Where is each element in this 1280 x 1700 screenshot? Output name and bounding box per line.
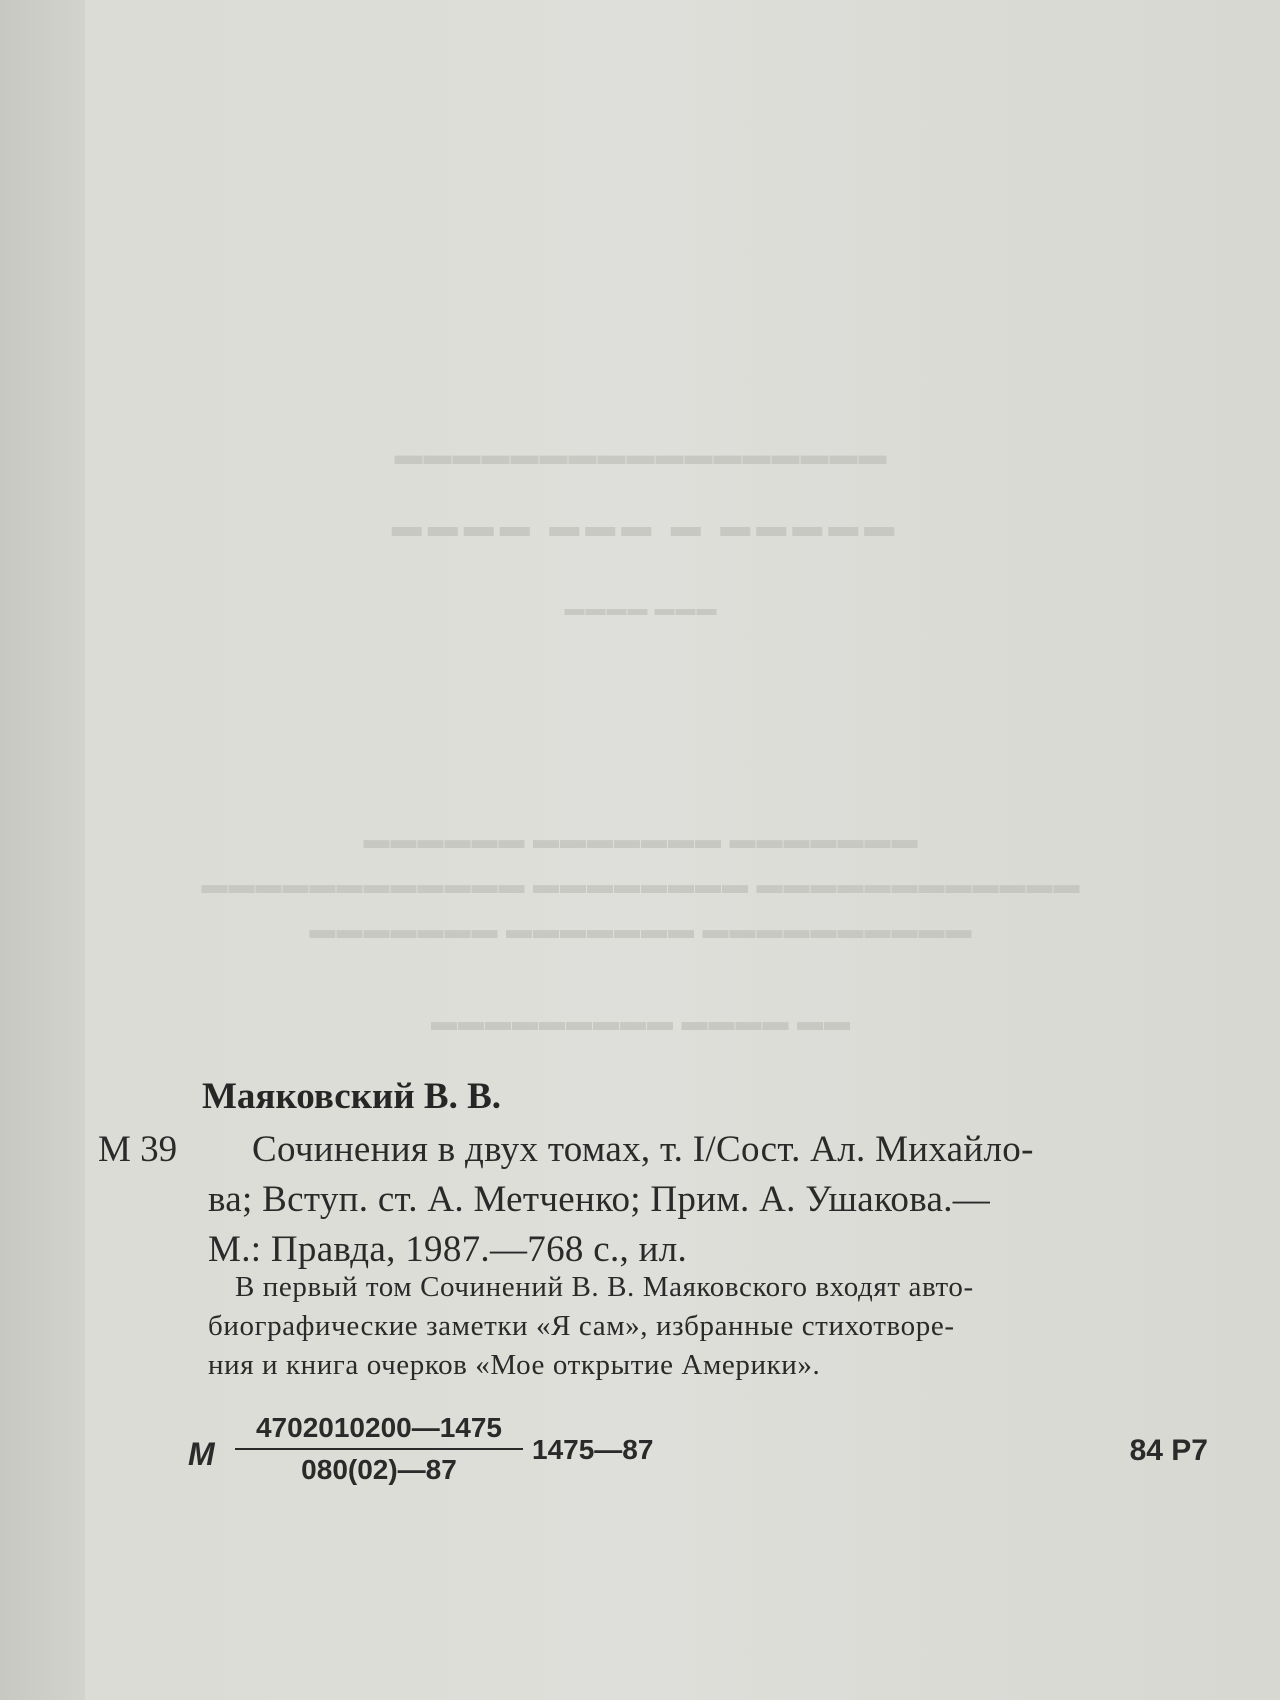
classification-code: 84 Р7	[1129, 1434, 1208, 1467]
annotation-line-2: биографические заметки «Я сам», избранные стихотворе-	[208, 1310, 955, 1342]
annotation-line-3: ния и книга очерков «Мое открытие Америки».	[208, 1349, 821, 1381]
bleed-through-text: ▬▬▬▬▬▬▬▬▬▬▬▬ ▬▬▬▬▬▬▬▬ ▬▬▬▬▬▬▬▬▬▬▬▬	[200, 870, 1080, 899]
bleed-through-text: ▬▬▬▬▬ ▬ ▬▬▬ ▬▬▬▬	[385, 510, 895, 543]
catalog-index: М 39	[98, 1129, 178, 1170]
annotation-line-1: В первый том Сочинений В. В. Маяковского входят авто-	[235, 1271, 974, 1303]
code-tail: 1475—87	[532, 1434, 654, 1465]
bleed-through-text: ▬▬ ▬▬▬▬ ▬▬▬▬▬▬▬▬▬	[430, 1007, 850, 1036]
bleed-through-text: ▬▬▬▬▬▬▬▬▬▬▬▬▬▬▬▬▬	[393, 440, 887, 471]
title-line-3: М.: Правда, 1987.—768 с., ил.	[208, 1229, 688, 1270]
code-fraction	[235, 1412, 523, 1486]
author-heading: Маяковский В. В.	[202, 1076, 502, 1117]
bleed-through-text: ▬▬▬▬▬▬▬ ▬▬▬▬▬▬▬ ▬▬▬▬▬▬	[362, 825, 918, 854]
title-line-1: Сочинения в двух томах, т. I/Сост. Ал. Михайло-	[252, 1129, 1034, 1170]
code-numerator: 4702010200—1475	[255, 1412, 502, 1443]
bleed-through-text: ▬▬▬ ▬▬▬▬	[563, 598, 717, 620]
fraction-bar	[235, 1448, 523, 1450]
title-line-2: ва; Вступ. ст. А. Метченко; Прим. А. Ушакова.—	[208, 1179, 991, 1220]
bleed-through-text: ▬▬▬▬▬▬▬▬▬▬ ▬▬▬▬▬▬▬ ▬▬▬▬▬▬▬	[308, 915, 972, 944]
code-letter: М	[188, 1436, 215, 1472]
code-denominator: 080(02)—87	[301, 1454, 457, 1485]
